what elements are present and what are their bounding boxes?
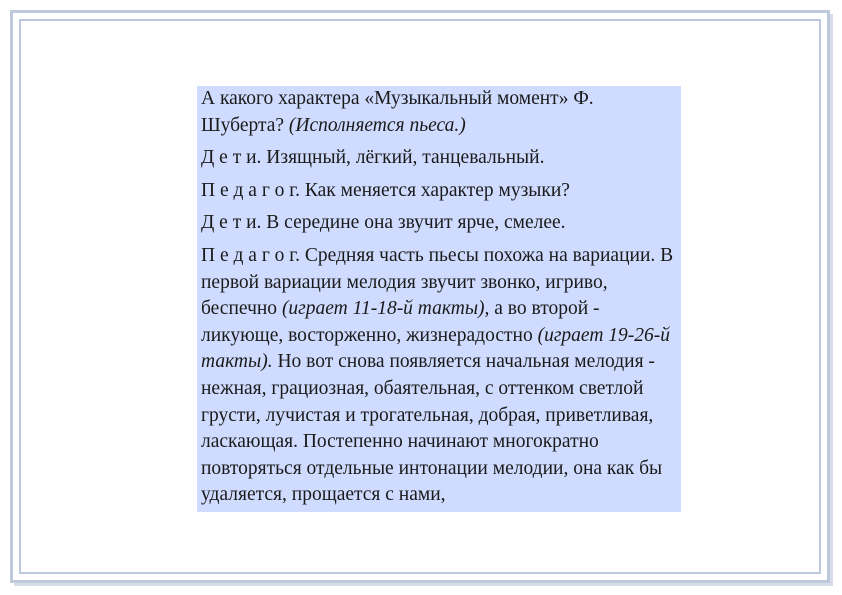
frame-shadow-bottom: [14, 583, 833, 586]
paragraph-children-answer-1: Д е т и. Изящный, лёгкий, танцевальный.: [201, 147, 545, 169]
stage-direction-1: (играет 11-18-й такты),: [281, 298, 490, 320]
paragraph-question: [201, 86, 681, 139]
paragraph-teacher-question: П е д а г о г. Как меняется характер музыки?: [201, 179, 570, 201]
paragraph-teacher-explanation: [201, 243, 681, 509]
explanation-part-1: П е д а г о г. Средняя часть пьесы похожа на вариации. В первой вариации мелодия звучит звонко, игриво, беспечно: [201, 244, 674, 320]
explanation-part-2: а во второй - ликующе, восторженно, жизнерадостно: [201, 298, 600, 346]
frame-shadow-right: [830, 14, 833, 586]
explanation-part-3: Но вот снова появляется начальная мелодия - нежная, грациозная, обаятельная, с оттенком светлой грусти, лучистая и трогательная, добрая, приветливая, ласкающая. Постепенно начинают многократно повторяться отдельные интонации мелодии, она как бы удаляется, прощается с нами,: [201, 351, 663, 506]
question-text: А какого характера «Музыкальный момент» Ф. Шуберта?: [201, 88, 594, 136]
stage-direction: (Исполняется пьеса.): [288, 114, 466, 136]
dialogue-text-block: [197, 86, 681, 512]
paragraph-children-answer-2: Д е т и. В середине она звучит ярче, смелее.: [201, 212, 566, 234]
stage-direction-2: (играет 19-26-й такты).: [201, 324, 671, 373]
